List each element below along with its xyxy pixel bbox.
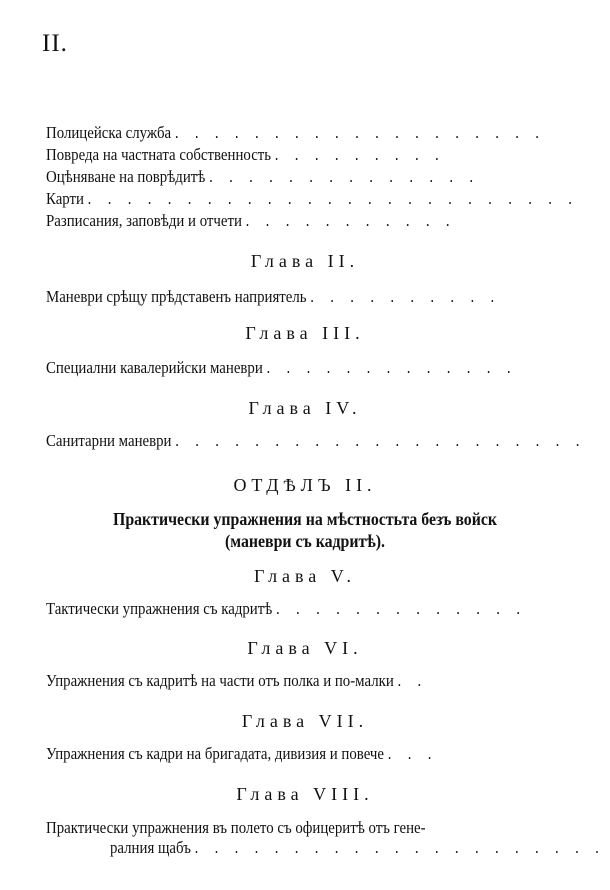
toc-entry: [46, 671, 428, 691]
toc-leader-dots: . . . . . . . . . . . . .: [276, 599, 527, 618]
toc-leader-dots: . . . . . . . . . . . . . . . . . . . . .: [194, 838, 606, 857]
section-title: Практически упражнения на мѣстностьта безъ войск: [113, 509, 497, 529]
toc-leader-dots: . . . . . . . . . . . . .: [266, 358, 517, 377]
toc-leader-dots: . . .: [387, 744, 438, 763]
toc-entry: [46, 818, 426, 838]
toc-entry: [46, 167, 479, 187]
toc-entry-text: Санитарни маневри: [46, 431, 172, 450]
toc-entry-text: Разписания, заповѣди и отчети: [46, 211, 242, 230]
toc-entry: [46, 287, 500, 307]
toc-leader-dots: . . . . . . . . . . . . . . . . . . .: [174, 123, 546, 142]
toc-entry-text: Практически упражнения въ полето съ офицеритѣ отъ гене-: [46, 818, 426, 837]
toc-entry-continuation: [110, 838, 605, 858]
toc-entry-text: Специални кавалерийски маневри: [46, 358, 263, 377]
page-number: II.: [42, 30, 68, 57]
toc-leader-dots: . . . . . . . . . . .: [245, 211, 456, 230]
chapter-heading: Глава VIII.: [236, 784, 374, 804]
section-heading: ОТДѢЛЪ II.: [233, 475, 377, 495]
toc-leader-dots: . . . . . . . . . .: [310, 287, 501, 306]
chapter-heading: Глава VII.: [241, 711, 369, 731]
chapter-heading: Глава II.: [250, 251, 360, 271]
toc-entry-text: Повреда на частната собственность: [46, 145, 272, 164]
section-title: (маневри съ кадритѣ).: [225, 531, 385, 551]
toc-entry-text: Карти: [46, 189, 84, 208]
toc-entry: [46, 431, 586, 451]
toc-entry-text: Оцѣняване на поврѣдитѣ: [46, 167, 206, 186]
toc-entry-text: Упражнения съ кадри на бригадата, дивизия и повече: [46, 744, 384, 763]
toc-leader-dots: . . . . . . . . . . . . . . . . . . . . . . . . .: [87, 189, 579, 208]
toc-entry: [46, 211, 456, 231]
toc-leader-dots: . . . . . . . . . . . . . . . . . . . . .: [175, 431, 586, 450]
chapter-heading: Глава VI.: [247, 638, 363, 658]
toc-entry: [46, 189, 578, 209]
toc-entry: [46, 744, 438, 764]
chapter-heading: Глава IV.: [248, 398, 362, 418]
toc-entry: [46, 145, 445, 165]
toc-entry: [46, 599, 526, 619]
toc-leader-dots: . . . . . . . . .: [274, 145, 445, 164]
toc-entry-text: Маневри срѣщу прѣдставенъ наприятель: [46, 287, 307, 306]
toc-entry-text: Тактически упражнения съ кадритѣ: [46, 599, 273, 618]
chapter-heading: Глава V.: [254, 566, 356, 586]
toc-entry: [46, 358, 517, 378]
chapter-heading: Глава III.: [245, 323, 365, 343]
toc-entry-text: Упражнения съ кадритѣ на части отъ полка и по-малки: [46, 671, 394, 690]
toc-entry: [46, 123, 545, 143]
toc-entry-text: ралния щабъ: [110, 838, 191, 857]
toc-leader-dots: . .: [397, 671, 428, 690]
toc-leader-dots: . . . . . . . . . . . . . .: [209, 167, 480, 186]
toc-entry-text: Полицейска служба: [46, 123, 172, 142]
